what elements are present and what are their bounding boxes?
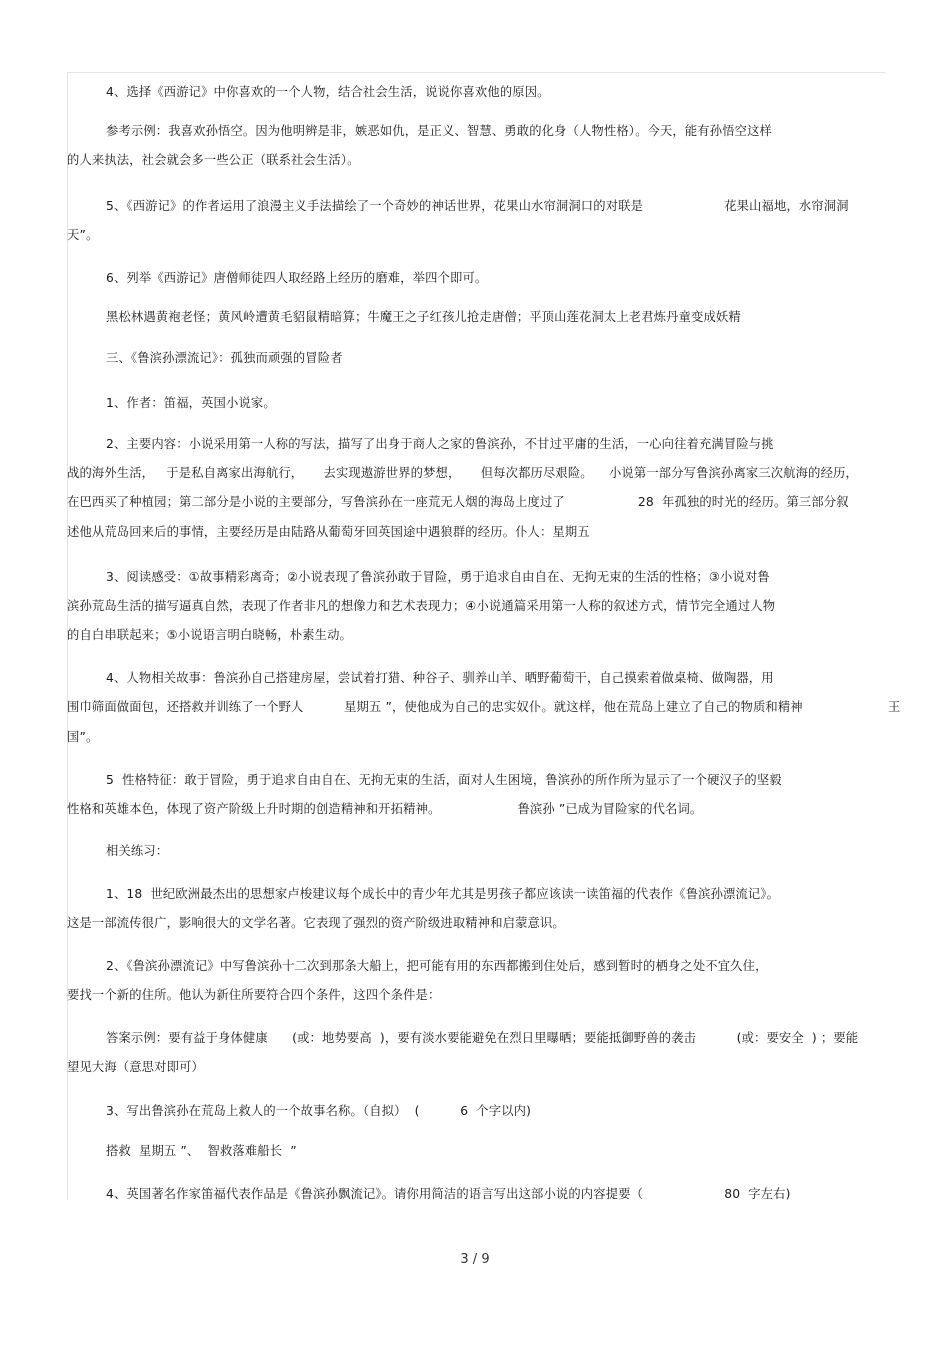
story-line-1: 4、人物相关故事：鲁滨孙自己搭建房屋，尝试着打猎、种谷子、驯养山羊、晒野葡萄干，自己摸索着做桌椅、做陶器，用 bbox=[106, 671, 774, 685]
exercise-1-line-1: 1、18 世纪欧洲最杰出的思想家卢梭建议每个成长中的青少年尤其是男孩子都应该读一读笛福的代表作《鲁滨孙漂流记》。 bbox=[106, 887, 780, 901]
exercises-heading: 相关练习： bbox=[106, 844, 169, 858]
answer-example-line-2: 的人来执法，社会就会多一些公正（联系社会生活）。 bbox=[67, 153, 360, 167]
question-6: 6、列举《西游记》唐僧师徒四人取经路上经历的磨难，举四个即可。 bbox=[106, 271, 488, 285]
exercise-2-answer-line-2: 望见大海（意思对即可） bbox=[67, 1060, 204, 1074]
main-content-line-3: 在巴西买了种植园；第二部分是小说的主要部分，写鲁滨孙在一座荒无人烟的海岛上度过了 28 年孤独的时光的经历。第三部分叙 bbox=[67, 495, 849, 509]
exercise-1-line-2: 这是一部流传很广，影响很大的文学名著。它表现了强烈的资产阶级进取精神和启蒙意识。 bbox=[67, 916, 565, 930]
question-6-answer: 黑松林遇黄袍老怪；黄风岭遭黄毛貂鼠精暗算；牛魔王之子红孩儿抢走唐僧；平顶山莲花洞太上老君炼丹童变成妖精 bbox=[106, 310, 741, 324]
character-line-2: 性格和英雄本色，体现了资产阶级上升时期的创造精神和开拓精神。 鲁滨孙 ”已成为冒险家的代名词。 bbox=[67, 802, 703, 816]
exercise-2-answer-line-1: 答案示例：要有益于身体健康 (或：地势要高 )，要有淡水要能避免在烈日里曝晒；要能抵御野兽的袭击 (或：要安全 ) ；要能 bbox=[106, 1031, 859, 1045]
reading-feeling-line-2: 滨孙荒岛生活的描写逼真自然，表现了作者非凡的想像力和艺术表现力；④小说通篇采用第一人称的叙述方式，情节完全通过人物 bbox=[67, 599, 776, 613]
exercise-2-line-1: 2、《鲁滨孙漂流记》中写鲁滨孙十二次到那条大船上，把可能有用的东西都搬到住处后，感到暂时的栖身之处不宜久住， bbox=[106, 959, 768, 973]
author-line: 1、作者：笛福，英国小说家。 bbox=[106, 396, 276, 410]
page-number: 3 / 9 bbox=[460, 1252, 490, 1267]
question-5-line-1: 5、《西游记》的作者运用了浪漫主义手法描绘了一个奇妙的神话世界，花果山水帘洞洞口的对联是 花果山福地，水帘洞洞 bbox=[106, 199, 849, 213]
exercise-3-answer: 搭救 星期五 ”、 智救落难船长 ” bbox=[106, 1144, 297, 1158]
story-line-2: 围巾筛面做面包，还搭救并训练了一个野人 星期五 ”，使他成为自己的忠实奴仆。就这样，他在荒岛上建立了自己的物质和精神 王 bbox=[67, 700, 901, 714]
main-content-line-4: 述他从荒岛回来后的事情，主要经历是由陆路从葡萄牙回英国途中遇狼群的经历。仆人：星期五 bbox=[67, 525, 590, 539]
section-3-heading: 三、《鲁滨孙漂流记》：孤独而顽强的冒险者 bbox=[106, 351, 343, 365]
question-4-xiyouji: 4、选择《西游记》中你喜欢的一个人物，结合社会生活，说说你喜欢他的原因。 bbox=[106, 85, 550, 99]
answer-example-line-1: 参考示例：我喜欢孙悟空。因为他明辨是非，嫉恶如仇，是正义、智慧、勇敢的化身（人物性格）。今天，能有孙悟空这样 bbox=[106, 124, 772, 138]
main-content-line-2: 战的海外生活， 于是私自离家出海航行， 去实现遨游世界的梦想， 但每次都历尽艰险。 小说第一部分写鲁滨孙离家三次航海的经历， bbox=[67, 466, 858, 480]
exercise-4: 4、英国著名作家笛福代表作品是《鲁滨孙飘流记》。请你用简洁的语言写出这部小说的内容提要（ 80 字左右) bbox=[106, 1187, 791, 1201]
reading-feeling-line-1: 3、阅读感受：①故事精彩离奇；②小说表现了鲁滨孙敢于冒险，勇于追求自由自在、无拘无束的生活的性格；③小说对鲁 bbox=[106, 570, 770, 584]
question-5-line-2: 天”。 bbox=[67, 228, 99, 242]
character-line-1: 5 性格特征：敢于冒险，勇于追求自由自在、无拘无束的生活，面对人生困境，鲁滨孙的所作所为显示了一个硬汉子的坚毅 bbox=[106, 773, 782, 787]
reading-feeling-line-3: 的自白串联起来；⑤小说语言明白晓畅，朴素生动。 bbox=[67, 628, 353, 642]
page-top-rule bbox=[67, 72, 885, 73]
exercise-3: 3、写出鲁滨孙在荒岛上救人的一个故事名称。（自拟） ( 6 个字以内) bbox=[106, 1104, 532, 1118]
story-line-3: 国”。 bbox=[67, 730, 99, 744]
exercise-2-line-2: 要找一个新的住所。他认为新住所要符合四个条件，这四个条件是： bbox=[67, 988, 441, 1002]
main-content-line-1: 2、主要内容：小说采用第一人称的写法，描写了出身于商人之家的鲁滨孙，不甘过平庸的生活，一心向往着充满冒险与挑 bbox=[106, 437, 774, 451]
